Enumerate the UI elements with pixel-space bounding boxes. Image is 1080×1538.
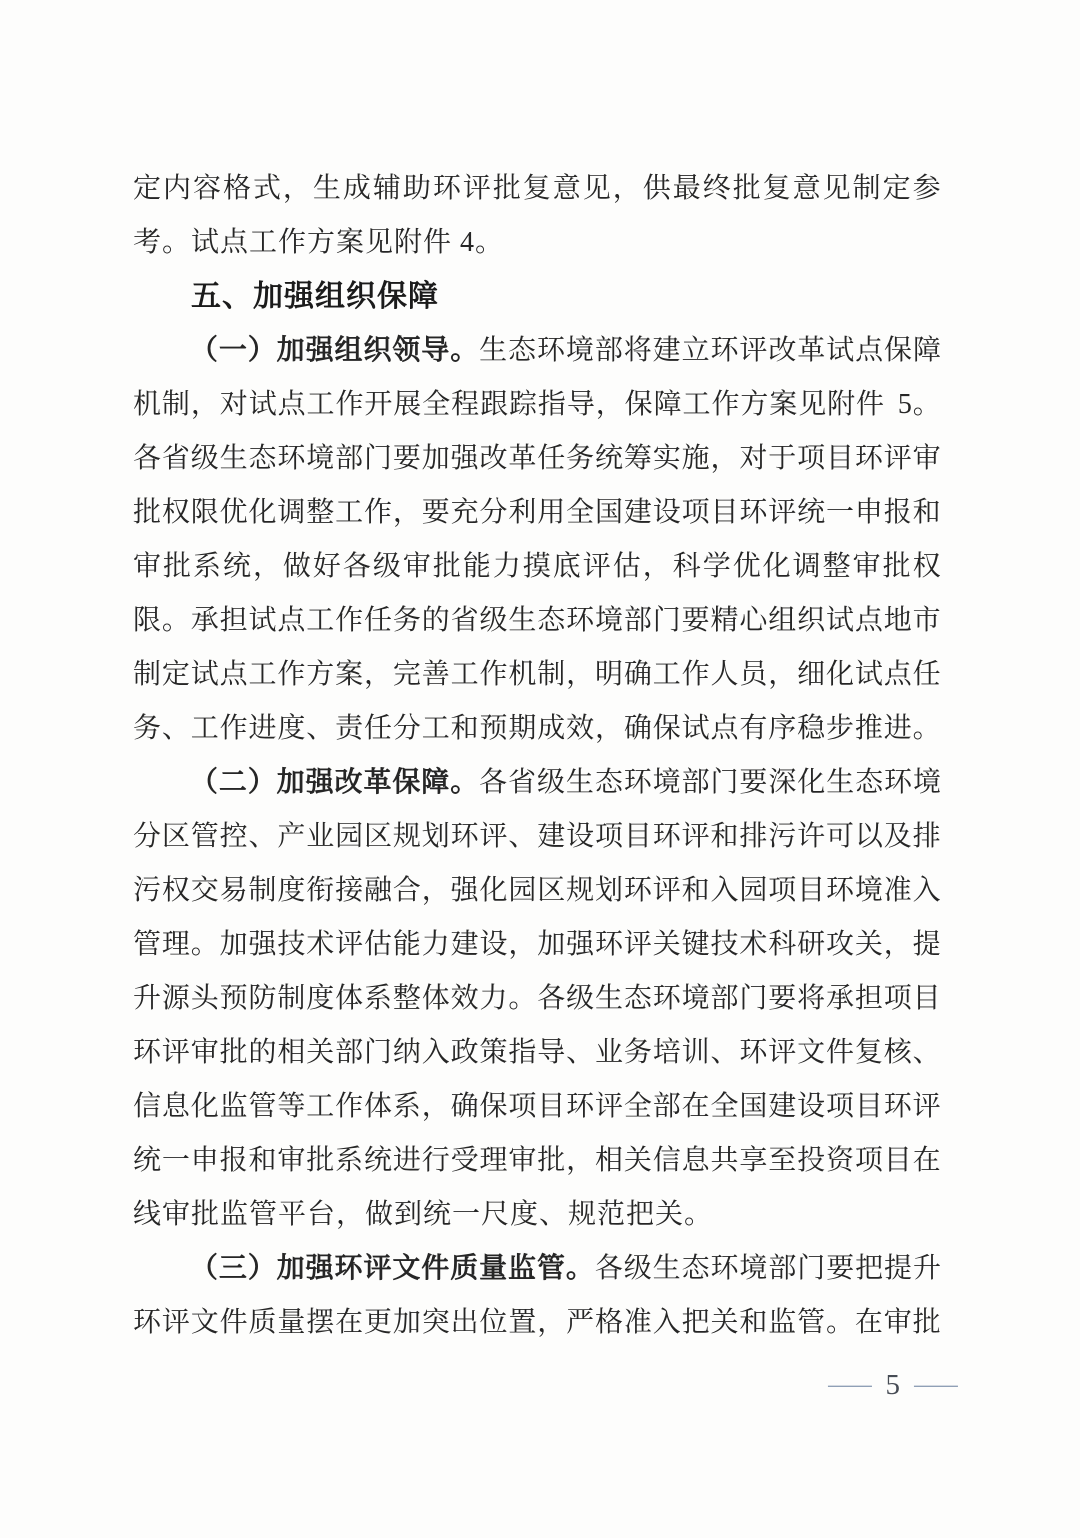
paragraph-continuation (133, 162, 941, 270)
text-line: 定 内 容 格 式 ， 生 成 辅 助 环 评 批 复 意 见 ， 供 最 终 批 复 意 见 制 定 参 (133, 173, 941, 204)
text-line: 升 源 头 预 防 制 度 体 系 整 体 效 力 。 各 级 生 态 环 境 部 门 要 将 承 担 项 目 (133, 983, 941, 1014)
text-line: （ 二 ） 加 强 改 革 保 障 。 各 省 级 生 态 环 境 部 门 要 深 化 生 态 环 境 (189, 767, 941, 798)
document-content (133, 162, 941, 1350)
text-line: 信 息 化 监 管 等 工 作 体 系 ， 确 保 项 目 环 评 全 部 在 全 国 建 设 项 目 环 评 (133, 1091, 941, 1122)
text-line: 限 。 承 担 试 点 工 作 任 务 的 省 级 生 态 环 境 部 门 要 精 心 组 织 试 点 地 市 (133, 605, 941, 636)
text-line: 环 评 文 件 质 量 摆 在 更 加 突 出 位 置 ， 严 格 准 入 把 关 和 监 管 。 在 审 批 (133, 1307, 941, 1338)
footer-dash-left: — (827, 1369, 872, 1400)
text-line: （ 三 ） 加 强 环 评 文 件 质 量 监 管 。 各 级 生 态 环 境 部 门 要 把 提 升 (189, 1253, 941, 1284)
text-line: 污 权 交 易 制 度 衔 接 融 合 ， 强 化 园 区 规 划 环 评 和 入 园 项 目 环 境 准 入 (133, 875, 941, 906)
text-line: 审 批 系 统 ， 做 好 各 级 审 批 能 力 摸 底 评 估 ， 科 学 优 化 调 整 审 批 权 (133, 551, 941, 582)
text-line: 制 定 试 点 工 作 方 案 ， 完 善 工 作 机 制 ， 明 确 工 作 人 员 ， 细 化 试 点 任 (133, 659, 941, 690)
text-line: 线审批监管平台，做到统一尺度、规范把关。 (133, 1199, 714, 1230)
text-line: 管 理 。 加 强 技 术 评 估 能 力 建 设 ， 加 强 环 评 关 键 技 术 科 研 攻 关 ， 提 (133, 929, 941, 960)
page-number: 5 (885, 1369, 900, 1401)
text-line: 务 、 工 作 进 度 、 责 任 分 工 和 预 期 成 效 ， 确 保 试 点 有 序 稳 步 推 进 。 (133, 713, 941, 744)
text-line: 环 评 审 批 的 相 关 部 门 纳 入 政 策 指 导 、 业 务 培 训 、 环 评 文 件 复 核 、 (133, 1037, 941, 1068)
section-heading (133, 270, 941, 324)
paragraph-item (133, 1242, 941, 1350)
text-line: 统 一 申 报 和 审 批 系 统 进 行 受 理 审 批 ， 相 关 信 息 共 享 至 投 资 项 目 在 (133, 1145, 941, 1176)
footer-dash-right: — (914, 1369, 958, 1400)
text-line: 分 区 管 控 、 产 业 园 区 规 划 环 评 、 建 设 项 目 环 评 和 排 污 许 可 以 及 排 (133, 821, 941, 852)
text-line: （ 一 ） 加 强 组 织 领 导 。 生 态 环 境 部 将 建 立 环 评 改 革 试 点 保 障 (189, 335, 941, 366)
text-line: 各 省 级 生 态 环 境 部 门 要 加 强 改 革 任 务 统 筹 实 施 ， 对 于 项 目 环 评 审 (133, 443, 941, 474)
paragraph-item (133, 324, 941, 756)
page-footer (827, 1362, 958, 1408)
text-line: 考。试点工作方案见附件 4。 (133, 227, 505, 258)
heading-line: 五、加强组织保障 (191, 280, 439, 313)
text-line: 机 制 ， 对 试 点 工 作 开 展 全 程 跟 踪 指 导 ， 保 障 工 作 方 案 见 附 件 5 。 (133, 389, 941, 420)
paragraph-item (133, 756, 941, 1242)
text-line: 批 权 限 优 化 调 整 工 作 ， 要 充 分 利 用 全 国 建 设 项 目 环 评 统 一 申 报 和 (133, 497, 941, 528)
